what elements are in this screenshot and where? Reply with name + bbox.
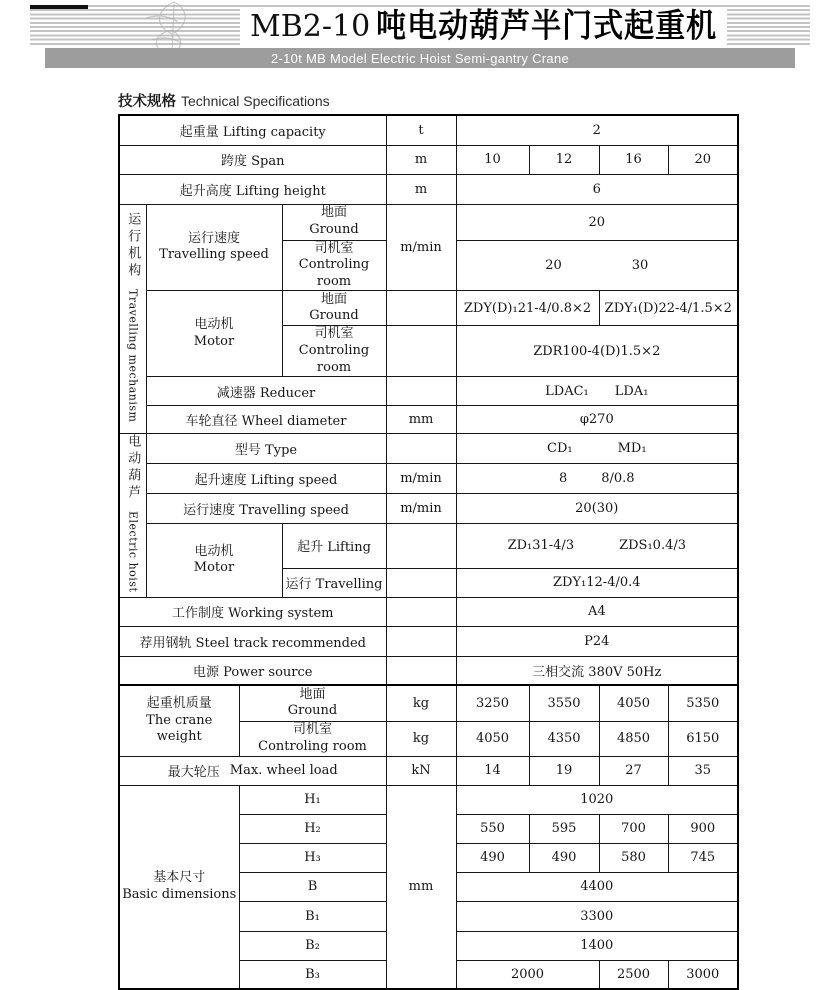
wheel-diameter-unit: mm [386,406,456,434]
dimension-h3-value-4: 745 [668,843,738,872]
hoist-motor-travel-sublabel: 运行 Travelling [282,568,386,597]
travel-motor-label [146,291,282,377]
dimension-b-value: 4400 [456,872,738,901]
cab-cn: 司机室 [314,240,354,256]
travel-speed-ground-value: 20 [456,204,738,240]
power-source-label: 电源 Power source [119,656,386,685]
group-electric-hoist-text [126,434,139,592]
unit-cell-empty [386,626,456,656]
crane-weight-ground-value-2: 3550 [529,685,599,721]
row-power-source [119,656,738,685]
group-travelling-en: Travelling mechanism [126,288,140,423]
lifting-height-label: 起升高度 Lifting height [119,174,386,204]
hoist-travel-speed-value: 20(30) [456,494,738,524]
travel-motor-cab-value: ZDR100-4(D)1.5×2 [456,326,738,377]
lifting-capacity-value: 2 [456,115,738,145]
hoist-travel-speed-unit: m/min [386,494,456,524]
ground-en: Ground [287,703,338,719]
hoist-motor-lifting-value-1: ZD₁31-4/3 [507,538,575,554]
dimension-b2-label: B₂ [239,931,386,960]
dimensions-label [119,785,239,989]
unit-cell-empty [386,524,456,568]
travel-speed-unit: m/min [386,204,456,291]
travel-motor-cab-sublabel [282,326,386,377]
span-unit: m [386,145,456,174]
hoist-lifting-speed-label: 起升速度 Lifting speed [146,464,386,494]
span-value-4: 20 [668,145,738,174]
reducer-value-2: LDA₁ [614,383,649,399]
span-value-2: 12 [529,145,599,174]
row-hoist-type [119,434,738,464]
row-working-system [119,597,738,626]
dimension-b1-value: 3300 [456,901,738,931]
spec-table-upper [118,114,739,686]
crane-weight-ground-value-1: 3250 [456,685,529,721]
max-wheel-load-unit: kN [386,756,456,785]
section-heading-chinese: 技术规格 [118,94,176,110]
row-dimension-h1 [119,785,738,814]
working-system-value: A4 [456,597,738,626]
crane-weight-label [119,685,239,756]
travel-speed-label-cn: 运行速度 [187,230,240,246]
dimension-h3-label: H₃ [239,843,386,872]
row-travel-motor-ground [119,291,738,326]
subtitle-text: 2-10t MB Model Electric Hoist Semi-gantry Crane [270,50,570,66]
max-wheel-load-label-cn: 最大轮压 [167,765,220,781]
travel-speed-cab-value-2: 30 [631,257,649,273]
steel-track-value: P24 [456,626,738,656]
cab-en: Controling room [298,257,370,289]
hoist-type-label: 型号 Type [146,434,386,464]
group-travelling-cn: 运行机构 [125,211,141,280]
crane-weight-label-en: The crane weight [146,712,213,745]
hoist-lifting-speed-value-2: 8/0.8 [601,471,635,487]
max-wheel-load-value-1: 14 [456,756,529,785]
dimensions-label-cn: 基本尺寸 [153,870,206,886]
lifting-height-value: 6 [456,174,738,204]
dimension-h2-value-1: 550 [456,814,529,843]
dimension-h3-value-2: 490 [529,843,599,872]
working-system-label: 工作制度 Working system [119,597,386,626]
row-travel-speed-ground [119,204,738,240]
crane-weight-ground-value-4: 5350 [668,685,738,721]
unit-cell-empty [386,326,456,377]
group-electric-hoist [119,434,146,597]
crane-weight-unit: kg [386,721,456,756]
hoist-motor-label-cn: 电动机 [194,543,234,559]
unit-cell-empty [386,377,456,406]
crane-weight-label-cn: 起重机质量 [146,695,212,711]
dimension-h3-value-1: 490 [456,843,529,872]
crane-weight-cab-value-3: 4850 [599,721,668,756]
row-hoist-travel-speed [119,494,738,524]
group-hoist-en: Electric hoist [126,511,140,593]
span-label: 跨度 Span [119,145,386,174]
dimension-b1-label: B₁ [239,901,386,931]
hoist-motor-label-en: Motor [193,560,235,576]
dimension-h1-label: H₁ [239,785,386,814]
dimension-b3-value-3: 3000 [668,960,738,989]
dimension-b3-value-1: 2000 [456,960,599,989]
travel-speed-label [146,204,282,291]
hoist-type-value-2: MD₁ [617,441,647,457]
dimensions-label-en: Basic dimensions [122,886,237,902]
travel-speed-cab-values [456,240,738,291]
crane-weight-ground-sublabel [239,685,386,721]
max-wheel-load-label-en: Max. wheel load [229,763,338,779]
cab-cn: 司机室 [292,722,332,737]
row-hoist-lifting-speed [119,464,738,494]
crane-weight-cab-value-2: 4350 [529,721,599,756]
crane-weight-cab-sublabel [239,721,386,756]
ground-en: Ground [309,222,359,237]
crane-weight-cab-value-1: 4050 [456,721,529,756]
travel-speed-cab-value-1: 20 [545,257,562,273]
max-wheel-load-value-4: 35 [668,756,738,785]
section-heading-english: Technical Specifications [181,93,330,109]
travel-motor-ground-sublabel [282,291,386,326]
wheel-diameter-value: φ270 [456,406,738,434]
dimension-h2-label: H₂ [239,814,386,843]
row-hoist-motor-lifting [119,524,738,568]
hoist-motor-travel-value: ZDY₁12-4/0.4 [456,568,738,597]
unit-cell-empty [386,656,456,685]
unit-cell-empty [386,568,456,597]
max-wheel-load-value-3: 27 [599,756,668,785]
row-crane-weight-ground [119,685,738,721]
page-title-chinese: 吨电动葫芦半门式起重机 [376,7,718,46]
row-lifting-capacity [119,115,738,145]
row-span [119,145,738,174]
ground-cn: 地面 [321,291,348,307]
hoist-lifting-speed-values [456,464,738,494]
group-travelling-mechanism-text [126,212,139,422]
travel-motor-label-en: Motor [193,333,235,349]
crane-weight-cab-value-4: 6150 [668,721,738,756]
spec-table-lower [118,684,739,990]
travel-motor-ground-value-2: ZDY₁(D)22-4/1.5×2 [599,291,738,326]
wheel-diameter-label: 车轮直径 Wheel diameter [146,406,386,434]
row-lifting-height [119,174,738,204]
dimension-h2-value-3: 700 [599,814,668,843]
span-value-1: 10 [456,145,529,174]
spec-table [118,114,737,990]
crane-weight-ground-value-3: 4050 [599,685,668,721]
hoist-motor-lifting-sublabel: 起升 Lifting [282,524,386,568]
hoist-motor-lifting-values [456,524,738,568]
cab-cn: 司机室 [314,326,354,342]
dimension-h2-value-4: 900 [668,814,738,843]
hoist-lifting-speed-value-1: 8 [558,471,568,487]
dimension-b3-label: B₃ [239,960,386,989]
dimensions-unit: mm [386,785,456,989]
hoist-motor-label [146,524,282,597]
dimension-b3-value-2: 2500 [599,960,668,989]
group-travelling-mechanism [119,204,146,434]
reducer-label: 减速器 Reducer [146,377,386,406]
max-wheel-load-value-2: 19 [529,756,599,785]
dimension-b2-value: 1400 [456,931,738,960]
header-corner-mark [30,5,88,9]
unit-cell-empty [386,291,456,326]
dimension-h2-value-2: 595 [529,814,599,843]
cab-en: Controling room [298,343,370,375]
section-heading [118,90,330,111]
travel-speed-cab-sublabel [282,240,386,291]
unit-cell-empty [386,434,456,464]
travel-speed-label-en: Travelling speed [159,247,269,263]
hoist-lifting-speed-unit: m/min [386,464,456,494]
hoist-travel-speed-label: 运行速度 Travelling speed [146,494,386,524]
row-max-wheel-load [119,756,738,785]
lifting-capacity-unit: t [386,115,456,145]
cab-en: Controling room [258,738,367,754]
page-title-model: MB2-10 [250,9,371,44]
lifting-capacity-label: 起重量 Lifting capacity [119,115,386,145]
dimension-h1-value: 1020 [456,785,738,814]
row-steel-track [119,626,738,656]
hoist-type-values [456,434,738,464]
dimension-b-label: B [239,872,386,901]
ground-cn: 地面 [321,205,348,221]
hoist-type-value-1: CD₁ [547,441,573,457]
lifting-height-unit: m [386,174,456,204]
page-title [240,7,727,52]
travel-motor-label-cn: 电动机 [194,317,234,333]
steel-track-label: 荐用钢轨 Steel track recommended [119,626,386,656]
subtitle-bar [45,48,795,68]
hoist-motor-lifting-value-2: ZDS₁0.4/3 [619,538,686,554]
row-reducer [119,377,738,406]
ground-cn: 地面 [299,686,326,702]
travel-motor-ground-value-1: ZDY(D)₁21-4/0.8×2 [456,291,599,326]
span-value-3: 16 [599,145,668,174]
travel-speed-ground-sublabel [282,204,386,240]
reducer-values [456,377,738,406]
dimension-h3-value-3: 580 [599,843,668,872]
power-source-value: 三相交流 380V 50Hz [456,656,738,685]
reducer-value-1: LDAC₁ [545,383,589,399]
crane-weight-unit: kg [386,685,456,721]
ground-en: Ground [309,308,359,324]
group-hoist-cn: 电动葫芦 [125,434,141,503]
max-wheel-load-label [119,756,386,785]
row-wheel-diameter [119,406,738,434]
unit-cell-empty [386,597,456,626]
